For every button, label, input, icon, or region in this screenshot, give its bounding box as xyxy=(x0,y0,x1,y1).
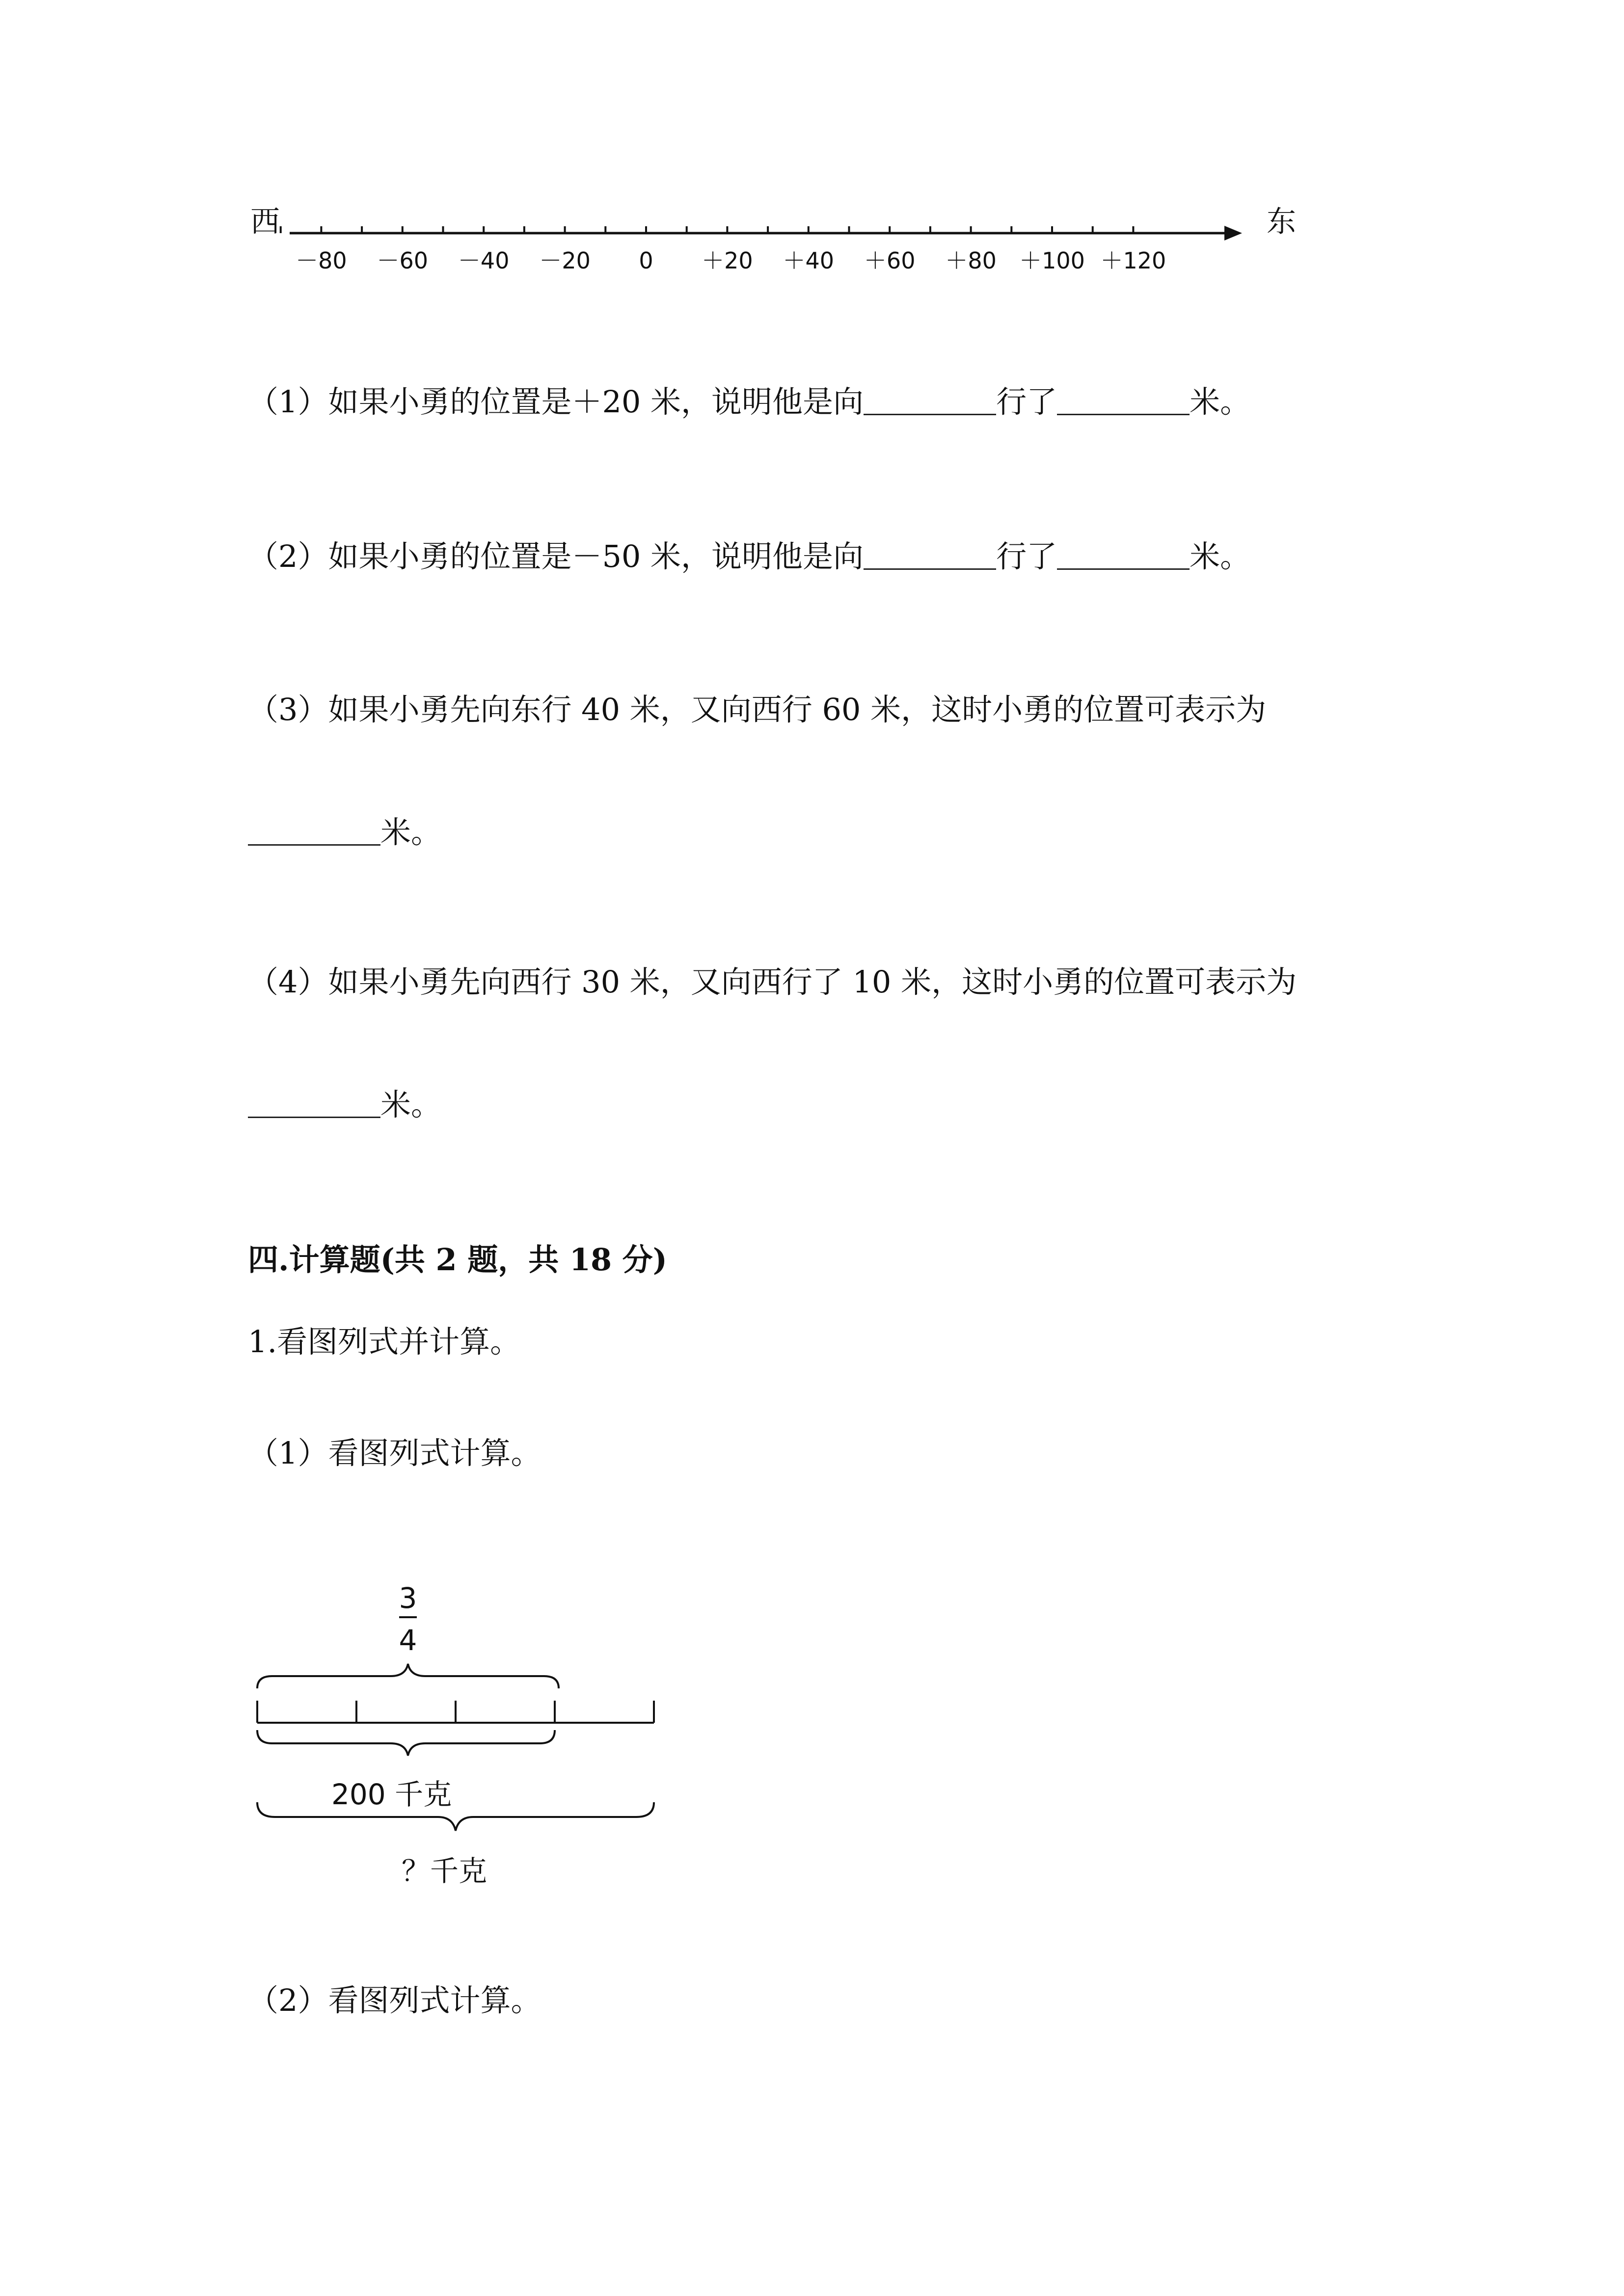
bottom-brace xyxy=(257,1802,654,1831)
item-1: 1.看图列式并计算。 xyxy=(248,1324,521,1360)
axis-tick-label: ＋20 xyxy=(702,247,753,274)
question-3-line2 xyxy=(248,815,441,848)
question-1-blank-direction[interactable] xyxy=(864,384,996,415)
question-4-blank[interactable] xyxy=(248,1087,380,1118)
question-2-blank-direction[interactable] xyxy=(864,539,996,570)
top-brace xyxy=(257,1664,559,1688)
question-2-text: （2）如果小勇的位置是－50 米，说明他是向 xyxy=(248,538,864,574)
number-line-labels xyxy=(296,247,1166,274)
question-1-text: （1）如果小勇的位置是＋20 米，说明他是向 xyxy=(248,384,864,420)
axis-tick-label: 0 xyxy=(639,247,653,274)
question-3-blank[interactable] xyxy=(248,815,380,846)
axis-tick-label: ＋60 xyxy=(864,247,916,274)
number-line-axis xyxy=(281,226,1242,240)
question-2-text-mid: 行了 xyxy=(996,538,1057,574)
sub-question-2: （2）看图列式计算。 xyxy=(248,1982,541,2018)
question-1-text-end: 米。 xyxy=(1190,384,1251,420)
label-unknown-kg: ？千克 xyxy=(402,1854,487,1888)
question-2-text-end: 米。 xyxy=(1190,538,1251,574)
question-1-blank-distance[interactable] xyxy=(1057,384,1190,415)
question-2 xyxy=(248,539,1250,572)
question-4-line1: （4）如果小勇先向西行 30 米，又向西行了 10 米，这时小勇的位置可表示为 xyxy=(248,964,1297,1000)
label-200-kg: 200 千克 xyxy=(331,1778,452,1811)
axis-tick-label: －80 xyxy=(296,247,347,274)
axis-arrow-east xyxy=(1224,226,1242,240)
axis-tick-label: ＋120 xyxy=(1100,247,1166,274)
number-line xyxy=(236,196,1326,294)
east-label: 东 xyxy=(1267,205,1296,239)
middle-brace xyxy=(257,1730,555,1756)
question-1 xyxy=(248,384,1251,420)
axis-tick-label: ＋80 xyxy=(945,247,997,274)
question-1-text-mid: 行了 xyxy=(996,384,1057,420)
question-3-line1: （3）如果小勇先向东行 40 米，又向西行 60 米，这时小勇的位置可表示为 xyxy=(248,692,1267,727)
axis-tick-label: ＋40 xyxy=(783,247,835,274)
fraction-numerator: 3 xyxy=(399,1581,417,1615)
question-4-line2 xyxy=(248,1087,441,1120)
fraction-denominator: 4 xyxy=(399,1624,417,1657)
axis-tick-label: －20 xyxy=(539,247,591,274)
axis-tick-label: ＋100 xyxy=(1019,247,1085,274)
sub-question-1: （1）看图列式计算。 xyxy=(248,1435,541,1471)
fraction-diagram xyxy=(245,1580,668,1904)
axis-tick-label: －60 xyxy=(377,247,429,274)
question-4-text-end: 米。 xyxy=(380,1087,442,1122)
axis-tick-label: －40 xyxy=(458,247,510,274)
west-label: 西 xyxy=(250,205,280,239)
question-2-blank-distance[interactable] xyxy=(1057,539,1190,570)
question-3-text-end: 米。 xyxy=(380,814,442,850)
section-title: 四.计算题(共 2 题，共 18 分) xyxy=(248,1242,668,1278)
